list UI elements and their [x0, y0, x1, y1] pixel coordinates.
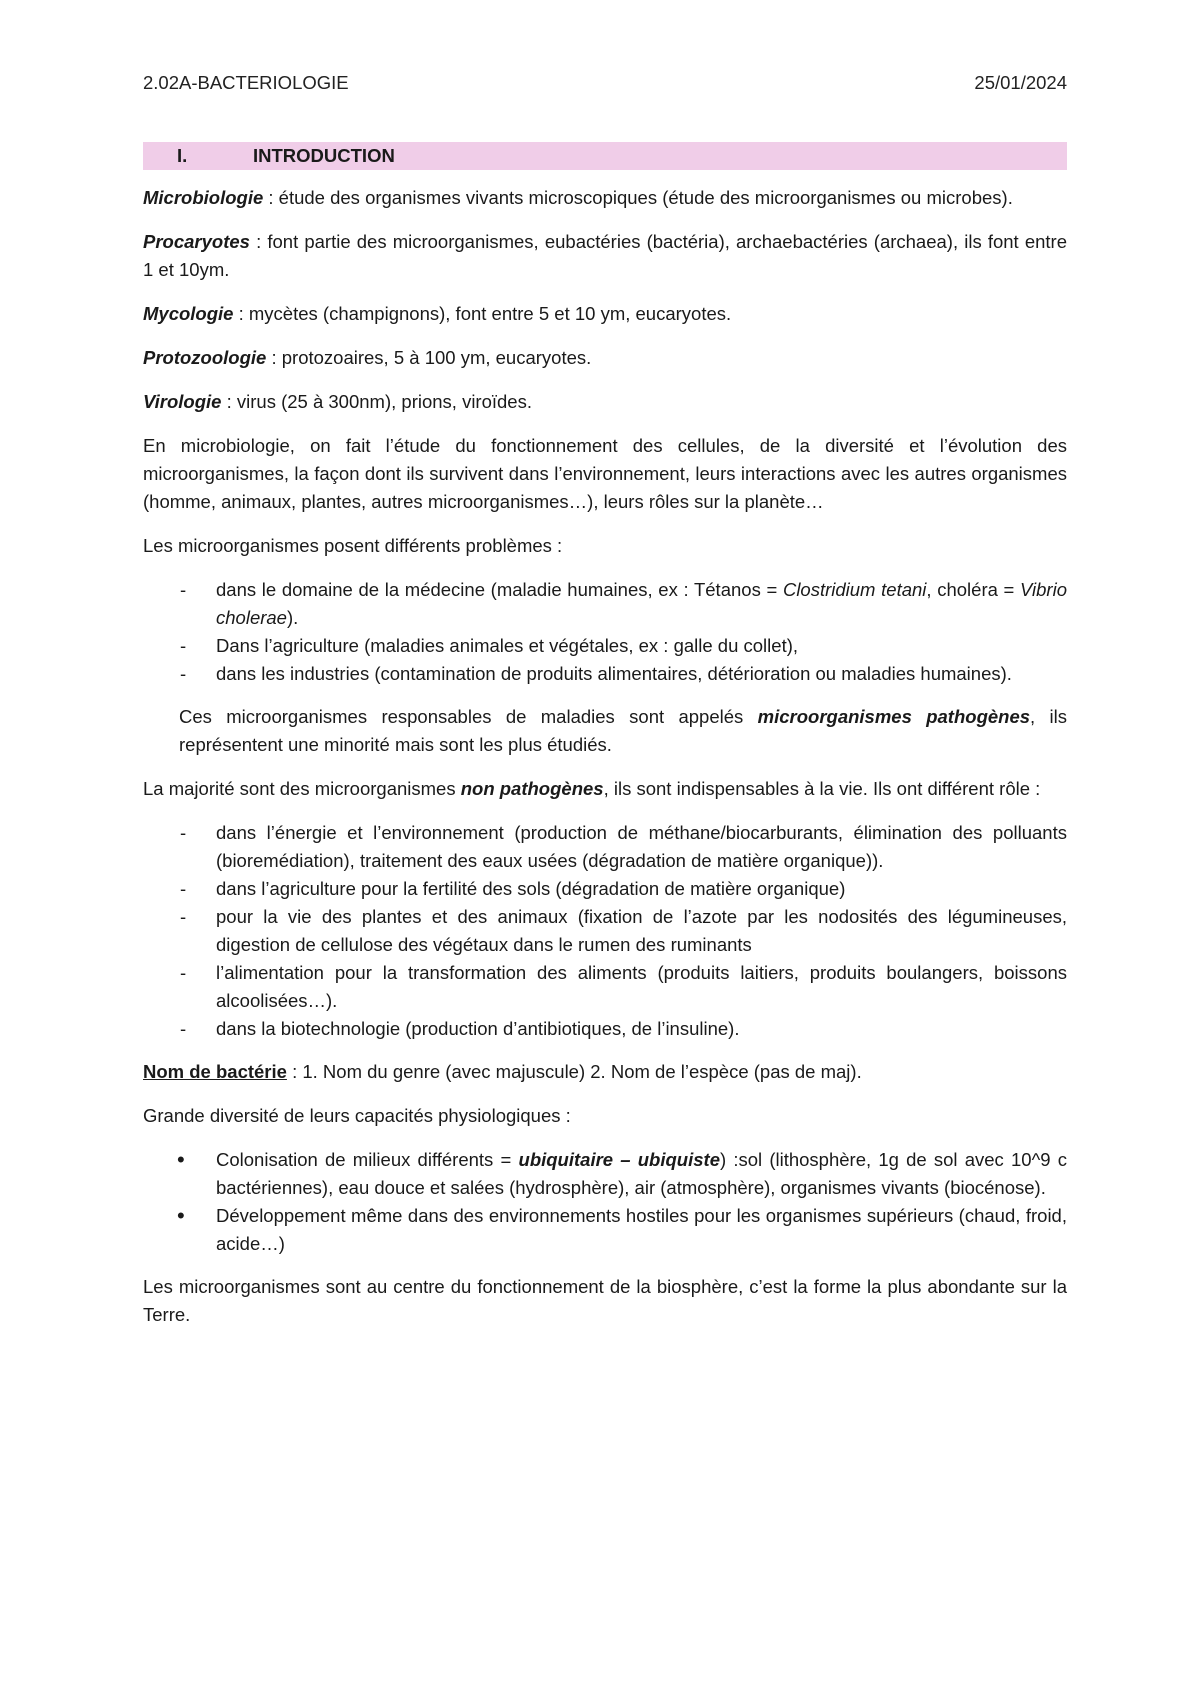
definition-procaryotes: [143, 228, 1067, 284]
definition-term: Mycologie: [143, 303, 234, 324]
text-segment: Ces microorganismes responsables de maladies sont appelés: [179, 706, 758, 727]
text-segment: ) :sol (lithosphère, 1g de sol avec 10^9 c bactériennes), eau douce et salées (hydrosphère), air (atmosphère), organismes vivants (biocénose).: [216, 1149, 1067, 1198]
species-name: Vibrio cholerae: [216, 579, 1067, 628]
definition-term: Microbiologie: [143, 187, 264, 208]
definition-protozoologie: [143, 344, 1067, 372]
section-heading: [143, 142, 1067, 170]
document-body: [143, 142, 1067, 1345]
section-title: INTRODUCTION: [253, 145, 395, 166]
text-segment: , ils sont indispensables à la vie. Ils ont différent rôle :: [603, 778, 1041, 799]
text-segment: , ils représentent une minorité mais sont les plus étudiés.: [179, 706, 1068, 755]
definition-text: : étude des organismes vivants microscopiques (étude des microorganismes ou microbes).: [263, 187, 1013, 208]
text-segment: Colonisation de milieux différents =: [216, 1149, 519, 1170]
definition-virologie: [143, 388, 1067, 416]
list-item: - l’alimentation pour la transformation des aliments (produits laitiers, produits boulangers, boissons alcoolisées…).: [216, 959, 1067, 1015]
list-item: [216, 576, 1067, 632]
header-date: 25/01/2024: [974, 72, 1067, 93]
paragraph-microbiology-scope: En microbiologie, on fait l’étude du fonctionnement des cellules, de la diversité et l’évolution des microorganismes, la façon dont ils survivent dans l’environnement, leurs interactions avec les autres organismes (homme, animaux, plantes, autres microorganismes…), leurs rôles sur la planète…: [143, 435, 1067, 512]
definition-text: : virus (25 à 300nm), prions, viroïdes.: [221, 391, 532, 412]
definition-text: : font partie des microorganismes, eubactéries (bactéria), archaebactéries (archaea), ils font entre 1 et 10ym.: [143, 231, 1067, 280]
course-code: 2.02A-BACTERIOLOGIE: [143, 72, 349, 93]
key-term: ubiquitaire – ubiquiste: [518, 1149, 720, 1170]
definition-text: : protozoaires, 5 à 100 ym, eucaryotes.: [266, 347, 592, 368]
text-segment: : 1. Nom du genre (avec majuscule) 2. Nom de l’espèce (pas de maj).: [286, 1061, 862, 1082]
list-item: - pour la vie des plantes et des animaux (fixation de l’azote par les nodosités des légumineuses, digestion de cellulose des végétaux dans le rumen des ruminants: [216, 903, 1067, 959]
definition-text: : mycètes (champignons), font entre 5 et 10 ym, eucaryotes.: [233, 303, 732, 324]
problems-list: [143, 576, 1067, 688]
pathogens-paragraph: [143, 703, 1067, 759]
non-pathogens-paragraph: [143, 775, 1067, 803]
definition-term: Virologie: [143, 391, 222, 412]
list-item: - dans les industries (contamination de produits alimentaires, détérioration ou maladies humaines).: [216, 660, 1067, 688]
capacities-list: [143, 1146, 1067, 1258]
list-item: - Dans l’agriculture (maladies animales et végétales, ex : galle du collet),: [216, 632, 1067, 660]
text-segment: La majorité sont des microorganismes: [143, 778, 461, 799]
species-name: Clostridium tetani: [782, 579, 927, 600]
key-term: microorganismes pathogènes: [757, 706, 1031, 727]
text-segment: ).: [286, 607, 299, 628]
naming-paragraph: [143, 1058, 1067, 1086]
list-item: - dans l’énergie et l’environnement (production de méthane/biocarburants, élimination des polluants (bioremédiation), traitement des eaux usées (dégradation de matière organique)).: [216, 819, 1067, 875]
list-item: - dans la biotechnologie (production d’antibiotiques, de l’insuline).: [216, 1015, 1067, 1043]
section-number: I.: [177, 145, 188, 166]
roles-list: [143, 819, 1067, 1043]
list-item: • Développement même dans des environnements hostiles pour les organismes supérieurs (chaud, froid, acide…): [216, 1202, 1067, 1258]
problems-intro: Les microorganismes posent différents problèmes :: [143, 535, 563, 556]
page-header: [143, 72, 1067, 94]
naming-label: Nom de bactérie: [143, 1061, 287, 1082]
conclusion-paragraph: Les microorganismes sont au centre du fonctionnement de la biosphère, c’est la forme la plus abondante sur la Terre.: [143, 1276, 1067, 1325]
definition-term: Protozoologie: [143, 347, 267, 368]
definition-term: Procaryotes: [143, 231, 250, 252]
text-segment: , choléra =: [926, 579, 1021, 600]
list-item: [216, 1146, 1067, 1202]
key-term: non pathogènes: [460, 778, 604, 799]
diversity-intro: Grande diversité de leurs capacités physiologiques :: [143, 1105, 571, 1126]
definition-mycologie: [143, 300, 1067, 328]
definition-microbiologie: [143, 184, 1067, 212]
text-segment: dans le domaine de la médecine (maladie humaines, ex : Tétanos =: [216, 579, 783, 600]
list-item: - dans l’agriculture pour la fertilité des sols (dégradation de matière organique): [216, 875, 1067, 903]
